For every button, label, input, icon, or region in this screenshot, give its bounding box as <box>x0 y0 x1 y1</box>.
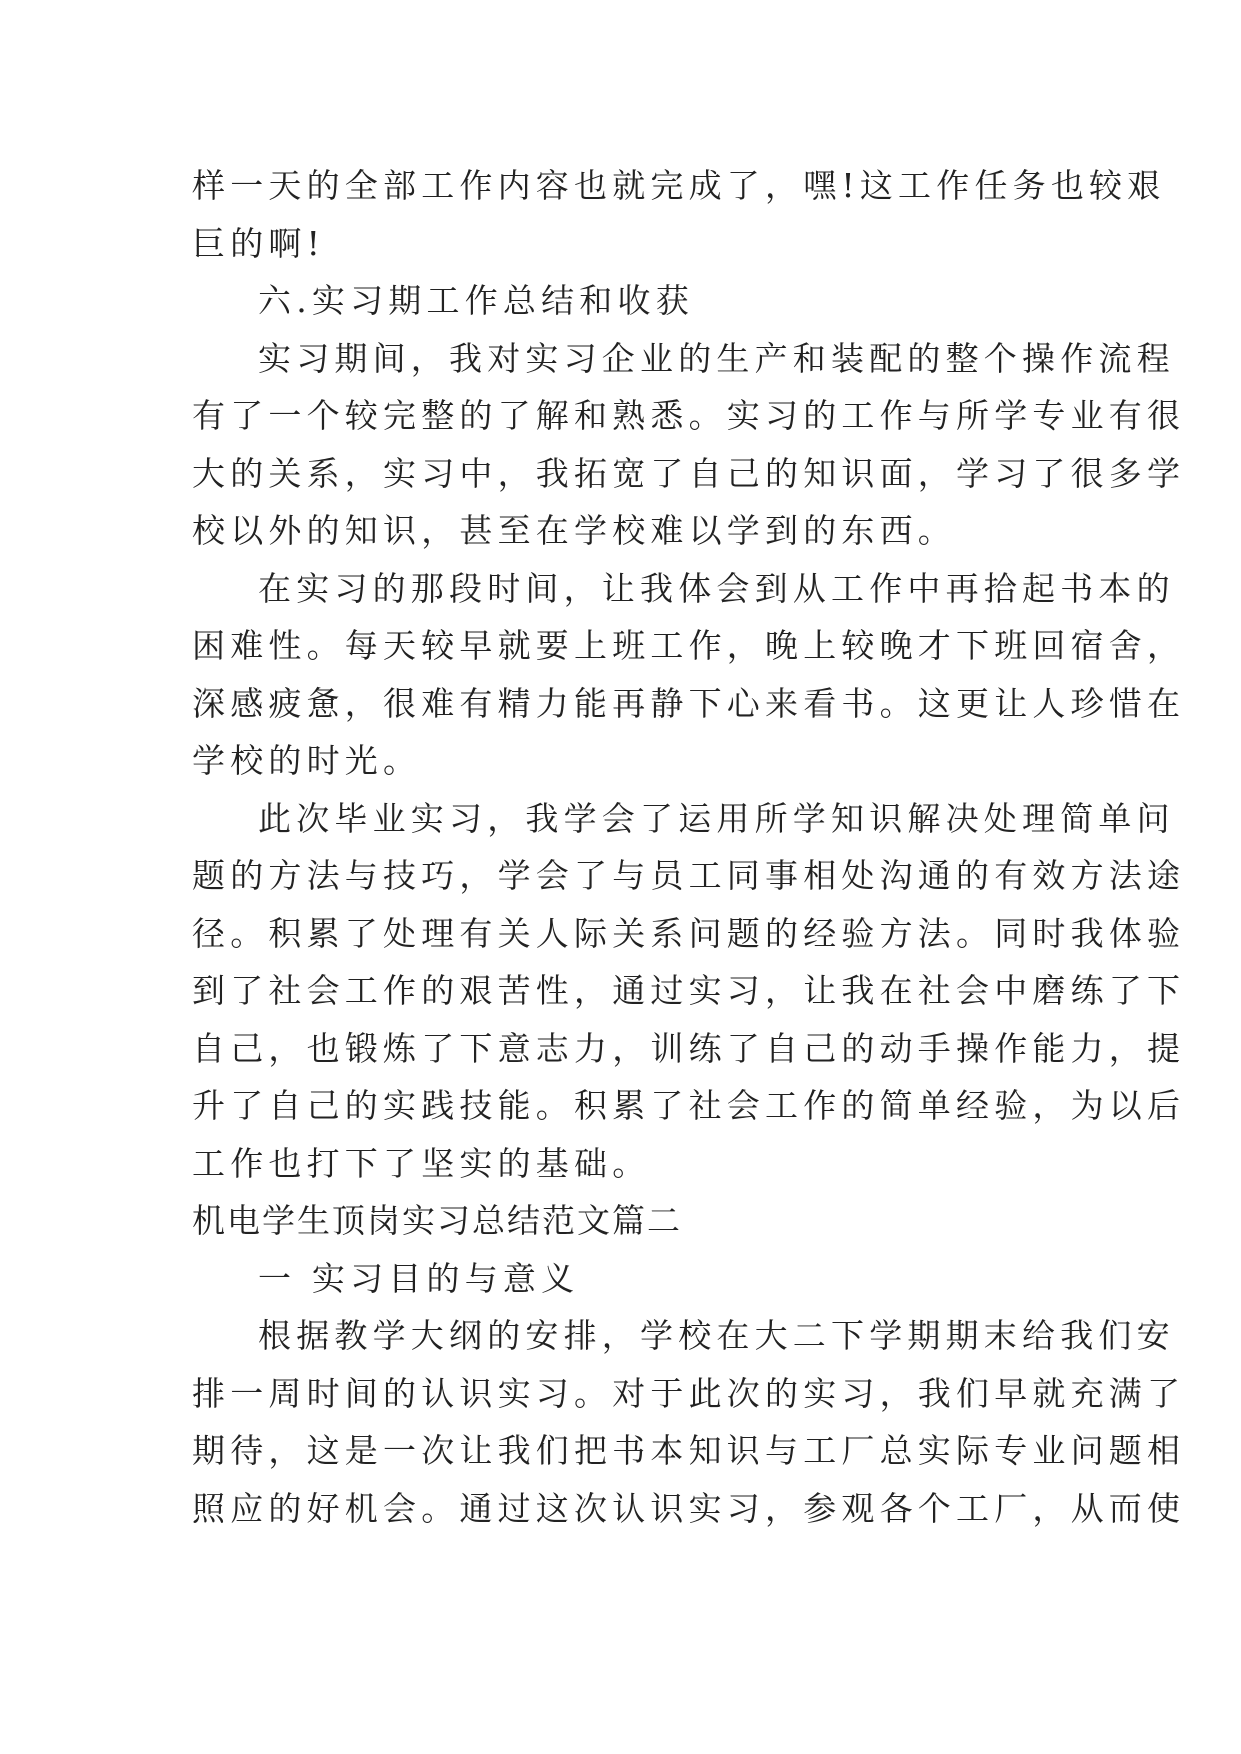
paragraph-line: 巨的啊! <box>192 223 326 263</box>
paragraph-line: 样一天的全部工作内容也就完成了，嘿!这工作任务也较艰 <box>192 166 1166 205</box>
paragraph-line: 有了一个较完整的了解和熟悉。实习的工作与所学专业有很 <box>192 396 1186 435</box>
section-heading: 一 实习目的与意义 <box>258 1258 580 1298</box>
paragraph-line: 题的方法与技巧，学会了与员工同事相处沟通的有效方法途 <box>192 856 1186 895</box>
paragraph-line: 升了自己的实践技能。积累了社会工作的简单经验，为以后 <box>192 1086 1186 1125</box>
paragraph-line: 径。积累了处理有关人际关系问题的经验方法。同时我体验 <box>192 913 1186 953</box>
paragraph-line: 困难性。每天较早就要上班工作，晚上较晚才下班回宿舍， <box>192 626 1186 665</box>
paragraph-line: 深感疲惫，很难有精力能再静下心来看书。这更让人珍惜在 <box>192 683 1186 723</box>
article-title: 机电学生顶岗实习总结范文篇二 <box>192 1201 682 1240</box>
paragraph-line: 大的关系，实习中，我拓宽了自己的知识面，学习了很多学 <box>192 453 1186 493</box>
section-heading: 六.实习期工作总结和收获 <box>258 281 694 320</box>
paragraph-line: 根据教学大纲的安排，学校在大二下学期期末给我们安 <box>258 1316 1175 1355</box>
document-page <box>192 157 1186 1537</box>
paragraph-line: 工作也打下了坚实的基础。 <box>192 1143 651 1183</box>
paragraph-line: 学校的时光。 <box>192 741 422 780</box>
paragraph-line: 到了社会工作的艰苦性，通过实习，让我在社会中磨练了下 <box>192 971 1186 1010</box>
paragraph-line: 自己，也锻炼了下意志力，训练了自己的动手操作能力，提 <box>192 1028 1186 1068</box>
paragraph-line: 此次毕业实习，我学会了运用所学知识解决处理简单问 <box>258 798 1175 838</box>
paragraph-line: 期待，这是一次让我们把书本知识与工厂总实际专业问题相 <box>192 1431 1186 1470</box>
paragraph-line: 排一周时间的认识实习。对于此次的实习，我们早就充满了 <box>192 1373 1186 1413</box>
paragraph-line: 在实习的那段时间，让我体会到从工作中再拾起书本的 <box>258 568 1175 608</box>
paragraph-line: 照应的好机会。通过这次认识实习，参观各个工厂，从而使 <box>192 1488 1186 1528</box>
paragraph-line: 实习期间，我对实习企业的生产和装配的整个操作流程 <box>258 338 1175 378</box>
paragraph-line: 校以外的知识，甚至在学校难以学到的东西。 <box>192 511 956 550</box>
